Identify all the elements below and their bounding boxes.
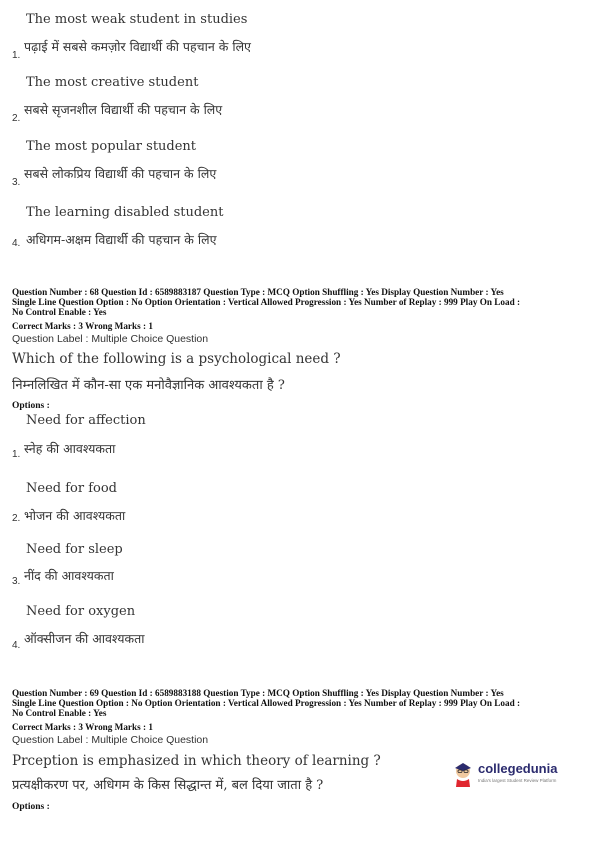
option-3-hindi: सबसे लोकप्रिय विद्यार्थी की पहचान के लिए xyxy=(24,166,217,181)
option-3-english: The most popular student xyxy=(26,139,197,154)
option-1-number: 1. xyxy=(12,50,21,61)
option-2-number: 2. xyxy=(12,113,21,124)
q68-option-4-english: Need for oxygen xyxy=(26,604,136,619)
q68-question-label: Question Label : Multiple Choice Question xyxy=(12,333,209,345)
option-4-hindi: अधिगम-अक्षम विद्यार्थी की पहचान के लिए xyxy=(26,232,217,247)
logo-text: collegedunia xyxy=(478,761,558,776)
q69-meta-line-2: Single Line Question Option : No Option Orientation : Vertical Allowed Progression : Yes Number of Replay : 999 Play On Load : xyxy=(12,698,521,708)
option-1-english: The most weak student in studies xyxy=(26,12,248,27)
q68-meta-line-1: Question Number : 68 Question Id : 6589883187 Question Type : MCQ Option Shuffling : Yes Display Question Number : Yes xyxy=(12,287,504,297)
q68-option-4-number: 4. xyxy=(12,640,21,651)
q68-question-hindi: निम्नलिखित में कौन-सा एक मनोवैज्ञानिक आवश्यकता है ? xyxy=(12,378,285,393)
q68-options-label: Options : xyxy=(12,401,50,411)
q69-options-label: Options : xyxy=(12,802,50,812)
q68-option-3-english: Need for sleep xyxy=(26,542,123,557)
q68-meta-line-3: No Control Enable : Yes xyxy=(12,307,107,317)
option-4-number: 4. xyxy=(12,238,21,249)
collegedunia-logo xyxy=(452,759,562,789)
q69-meta-line-3: No Control Enable : Yes xyxy=(12,708,107,718)
option-2-hindi: सबसे सृजनशील विद्यार्थी की पहचान के लिए xyxy=(24,102,223,117)
q68-option-2-english: Need for food xyxy=(26,481,117,496)
option-3-number: 3. xyxy=(12,177,21,188)
q68-marks: Correct Marks : 3 Wrong Marks : 1 xyxy=(12,321,153,331)
q68-option-2-hindi: भोजन की आवश्यकता xyxy=(24,508,126,523)
q68-option-1-hindi: स्नेह की आवश्यकता xyxy=(24,441,116,456)
q69-marks: Correct Marks : 3 Wrong Marks : 1 xyxy=(12,722,153,732)
option-2-english: The most creative student xyxy=(26,75,199,90)
logo-tagline: India's largest Student Review Platform xyxy=(478,778,557,783)
q68-option-3-hindi: नींद की आवश्यकता xyxy=(24,568,114,583)
q69-meta-line-1: Question Number : 69 Question Id : 6589883188 Question Type : MCQ Option Shuffling : Yes Display Question Number : Yes xyxy=(12,688,504,698)
q68-option-2-number: 2. xyxy=(12,513,21,524)
option-4-english: The learning disabled student xyxy=(26,205,224,220)
q69-question-hindi: प्रत्यक्षीकरण पर, अधिगम के किस सिद्धान्त में, बल दिया जाता है ? xyxy=(12,778,324,793)
q68-option-1-english: Need for affection xyxy=(26,413,146,428)
option-1-hindi: पढ़ाई में सबसे कमज़ोर विद्यार्थी की पहचान के लिए xyxy=(24,39,251,54)
q69-question-english: Prception is emphasized in which theory of learning ? xyxy=(12,753,381,769)
q68-question-english: Which of the following is a psychological need ? xyxy=(12,351,341,367)
q68-option-1-number: 1. xyxy=(12,449,21,460)
q68-option-4-hindi: ऑक्सीजन की आवश्यकता xyxy=(24,631,145,646)
student-mascot-icon xyxy=(452,761,474,787)
q68-meta-line-2: Single Line Question Option : No Option Orientation : Vertical Allowed Progression : Yes Number of Replay : 999 Play On Load : xyxy=(12,297,521,307)
q69-question-label: Question Label : Multiple Choice Question xyxy=(12,734,209,746)
q68-option-3-number: 3. xyxy=(12,576,21,587)
